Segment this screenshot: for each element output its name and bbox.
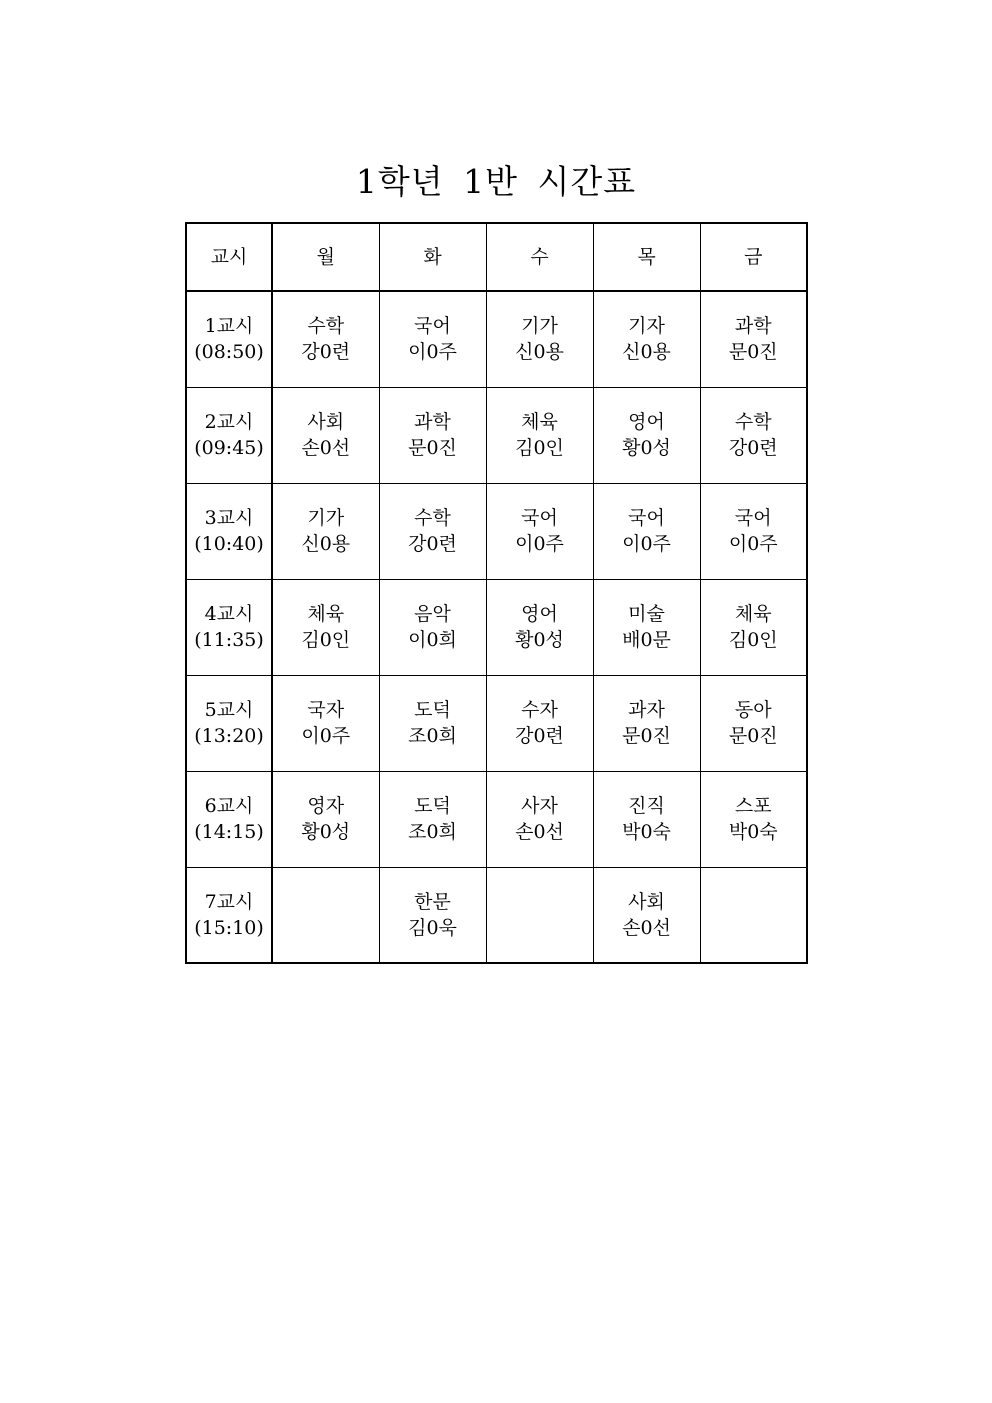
subject-label: 음악 xyxy=(414,603,451,625)
subject-label: 도덕 xyxy=(414,699,451,721)
period-cell xyxy=(186,483,272,579)
subject-label: 한문 xyxy=(414,890,451,913)
period-cell xyxy=(186,867,272,963)
period-label: 2교시 xyxy=(204,411,254,433)
teacher-label: 손0선 xyxy=(515,821,564,843)
subject-label: 미술 xyxy=(628,603,665,625)
teacher-label: 이0희 xyxy=(408,629,457,651)
subject-label: 사회 xyxy=(307,411,345,433)
teacher-label: 강0련 xyxy=(728,437,778,459)
period-label: 7교시 xyxy=(204,890,254,913)
period-cell xyxy=(186,387,272,483)
class-cell xyxy=(272,867,379,963)
subject-label: 사회 xyxy=(628,890,665,913)
subject-label: 영어 xyxy=(628,411,665,433)
day-header-fri: 금 xyxy=(700,223,807,291)
subject-label: 사자 xyxy=(521,795,558,817)
subject-label: 체육 xyxy=(734,603,772,625)
class-cell xyxy=(593,579,700,675)
class-cell xyxy=(486,483,593,579)
class-cell xyxy=(272,387,379,483)
subject-label: 과자 xyxy=(628,699,665,721)
table-row xyxy=(186,387,807,483)
period-label: 3교시 xyxy=(204,507,254,529)
table-row xyxy=(186,771,807,867)
teacher-label: 손0선 xyxy=(622,916,671,939)
teacher-label: 이0주 xyxy=(301,725,351,747)
subject-label: 국자 xyxy=(307,699,345,721)
period-time: (08:50) xyxy=(194,341,264,364)
class-cell xyxy=(593,387,700,483)
period-cell xyxy=(186,675,272,771)
subject-label: 스포 xyxy=(734,795,772,817)
teacher-label: 손0선 xyxy=(301,437,351,459)
period-cell xyxy=(186,291,272,387)
teacher-label: 이0주 xyxy=(408,341,457,364)
subject-label: 국어 xyxy=(628,507,665,529)
subject-label: 과학 xyxy=(734,315,772,338)
teacher-label: 문0진 xyxy=(728,725,778,747)
teacher-label: 강0련 xyxy=(515,725,564,747)
subject-label: 기가 xyxy=(307,507,345,529)
teacher-label: 신0용 xyxy=(515,341,564,364)
table-row xyxy=(186,675,807,771)
subject-label: 체육 xyxy=(521,411,558,433)
subject-label: 국어 xyxy=(414,315,451,338)
class-cell xyxy=(593,483,700,579)
subject-label: 기자 xyxy=(628,315,665,338)
class-cell xyxy=(700,387,807,483)
class-cell xyxy=(700,291,807,387)
table-row xyxy=(186,579,807,675)
teacher-label: 이0주 xyxy=(728,533,778,555)
class-cell xyxy=(379,771,486,867)
subject-label: 수학 xyxy=(307,315,345,338)
subject-label: 진직 xyxy=(628,795,665,817)
class-cell xyxy=(486,867,593,963)
class-cell xyxy=(593,675,700,771)
subject-label: 과학 xyxy=(414,411,451,433)
class-cell xyxy=(700,867,807,963)
subject-label: 도덕 xyxy=(414,795,451,817)
teacher-label: 조0희 xyxy=(408,725,457,747)
header-row xyxy=(186,223,807,291)
class-cell xyxy=(486,387,593,483)
period-time: (15:10) xyxy=(194,916,264,939)
day-header-tue: 화 xyxy=(379,223,486,291)
class-cell xyxy=(272,291,379,387)
class-cell xyxy=(700,579,807,675)
teacher-label: 이0주 xyxy=(622,533,671,555)
teacher-label: 강0련 xyxy=(301,341,351,364)
class-cell xyxy=(700,771,807,867)
teacher-label: 황0성 xyxy=(515,629,564,651)
subject-label: 동아 xyxy=(734,699,772,721)
teacher-label: 문0진 xyxy=(728,341,778,364)
class-cell xyxy=(272,579,379,675)
period-label: 1교시 xyxy=(204,315,254,338)
teacher-label: 김0욱 xyxy=(408,916,457,939)
subject-label: 체육 xyxy=(307,603,345,625)
class-cell xyxy=(379,291,486,387)
teacher-label: 박0숙 xyxy=(728,821,778,843)
page-title: 1학년 1반 시간표 xyxy=(355,162,637,201)
table-row xyxy=(186,291,807,387)
class-cell xyxy=(700,675,807,771)
class-cell xyxy=(379,675,486,771)
day-header-mon: 월 xyxy=(272,223,379,291)
teacher-label: 박0숙 xyxy=(622,821,671,843)
class-cell xyxy=(700,483,807,579)
subject-label: 국어 xyxy=(734,507,772,529)
class-cell xyxy=(379,867,486,963)
class-cell xyxy=(593,291,700,387)
subject-label: 기가 xyxy=(521,315,558,338)
class-cell xyxy=(379,579,486,675)
teacher-label: 조0희 xyxy=(408,821,457,843)
teacher-label: 문0진 xyxy=(622,725,671,747)
teacher-label: 김0인 xyxy=(728,629,778,651)
class-cell xyxy=(272,771,379,867)
class-cell xyxy=(593,771,700,867)
timetable-body xyxy=(186,291,807,963)
class-cell xyxy=(486,291,593,387)
timetable xyxy=(185,222,808,964)
teacher-label: 김0인 xyxy=(515,437,564,459)
period-label: 5교시 xyxy=(204,699,254,721)
teacher-label: 신0용 xyxy=(301,533,351,555)
class-cell xyxy=(272,483,379,579)
table-row xyxy=(186,483,807,579)
day-header-wed: 수 xyxy=(486,223,593,291)
subject-label: 수자 xyxy=(521,699,558,721)
class-cell xyxy=(486,771,593,867)
period-time: (11:35) xyxy=(194,629,264,651)
subject-label: 영어 xyxy=(521,603,558,625)
period-cell xyxy=(186,771,272,867)
class-cell xyxy=(486,579,593,675)
teacher-label: 신0용 xyxy=(622,341,671,364)
teacher-label: 문0진 xyxy=(408,437,457,459)
teacher-label: 강0련 xyxy=(408,533,457,555)
class-cell xyxy=(379,483,486,579)
class-cell xyxy=(379,387,486,483)
period-label: 6교시 xyxy=(204,795,254,817)
period-column-header: 교시 xyxy=(186,223,272,291)
class-cell xyxy=(486,675,593,771)
period-cell xyxy=(186,579,272,675)
subject-label: 수학 xyxy=(734,411,772,433)
teacher-label: 황0성 xyxy=(301,821,351,843)
teacher-label: 황0성 xyxy=(622,437,671,459)
class-cell xyxy=(593,867,700,963)
period-time: (10:40) xyxy=(194,533,264,555)
subject-label: 수학 xyxy=(414,507,451,529)
teacher-label: 배0문 xyxy=(622,629,671,651)
period-time: (09:45) xyxy=(194,437,264,459)
teacher-label: 이0주 xyxy=(515,533,564,555)
subject-label: 영자 xyxy=(307,795,345,817)
period-label: 4교시 xyxy=(204,603,254,625)
class-cell xyxy=(272,675,379,771)
period-time: (14:15) xyxy=(194,821,264,843)
table-row xyxy=(186,867,807,963)
period-time: (13:20) xyxy=(194,725,264,747)
day-header-thu: 목 xyxy=(593,223,700,291)
subject-label: 국어 xyxy=(521,507,558,529)
teacher-label: 김0인 xyxy=(301,629,351,651)
